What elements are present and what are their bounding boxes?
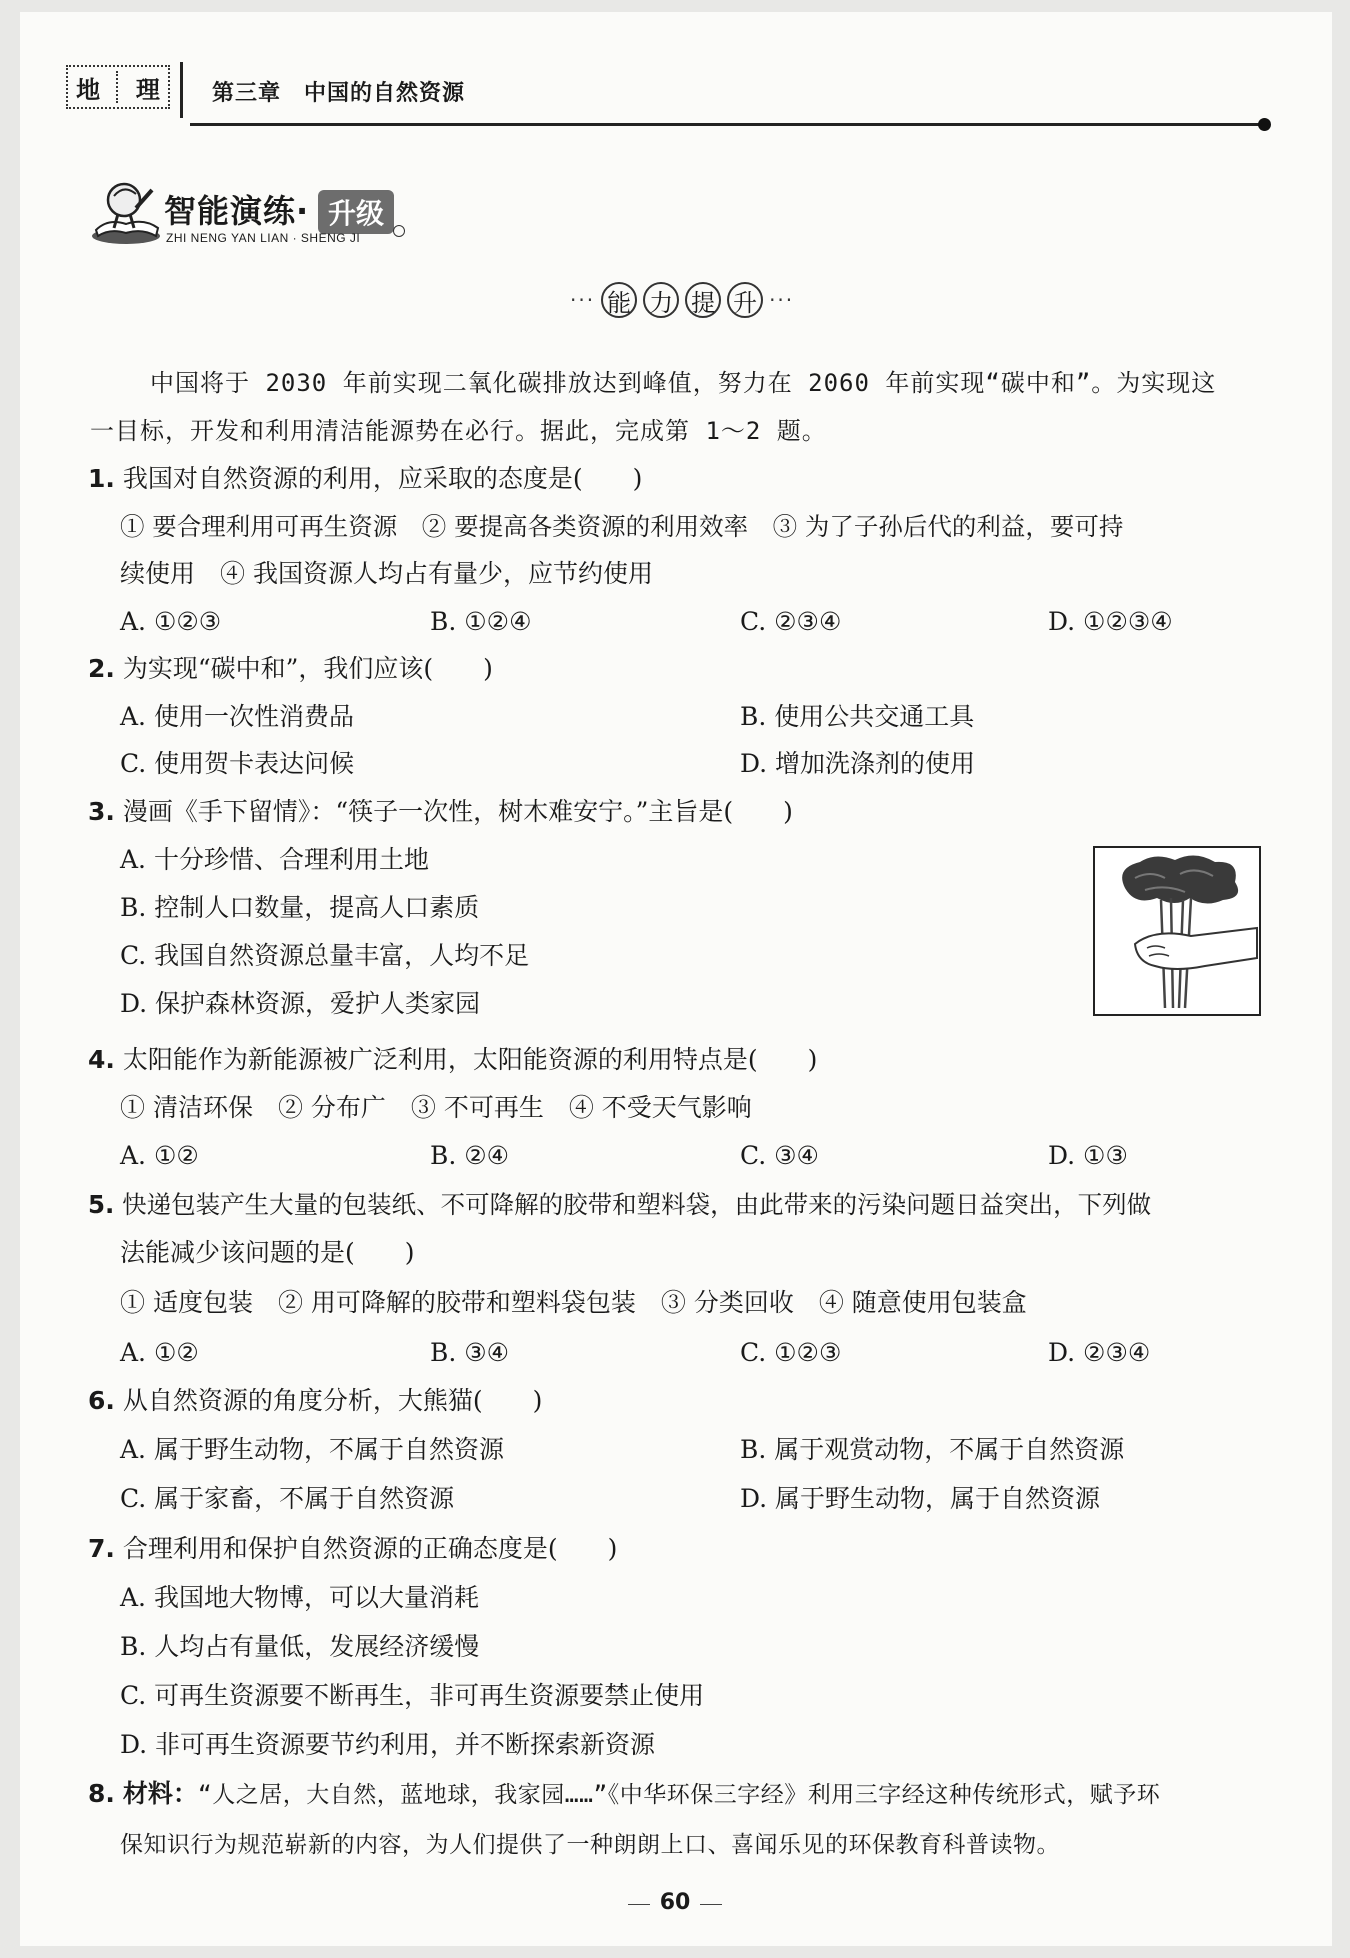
option-a[interactable]: A. 使用一次性消费品: [120, 702, 354, 731]
subheading-dots-left: ···: [570, 288, 596, 312]
option-d[interactable]: D. 保护森林资源，爱护人类家园: [120, 989, 481, 1018]
option-a[interactable]: A. ①②: [120, 1338, 199, 1367]
question-statements: ① 适度包装 ② 用可降解的胶带和塑料袋包装 ③ 分类回收 ④ 随意使用包装盒: [120, 1288, 1027, 1317]
option-d[interactable]: D. ①②③④: [1048, 607, 1173, 636]
question-number: 8.: [88, 1779, 115, 1808]
question-statements: ① 清洁环保 ② 分布广 ③ 不可再生 ④ 不受天气影响: [120, 1093, 752, 1122]
question-4: [88, 1043, 817, 1077]
question-number: 5.: [88, 1190, 115, 1219]
chapter-title: 第三章 中国的自然资源: [212, 81, 466, 106]
subheading-dots-right: ···: [769, 288, 795, 312]
material-label: 材料：: [122, 1779, 198, 1808]
chopsticks-tree-icon: [1095, 848, 1259, 1014]
option-b[interactable]: B. ③④: [430, 1338, 510, 1367]
question-number: 4.: [88, 1045, 115, 1074]
option-a[interactable]: A. 十分珍惜、合理利用土地: [120, 845, 429, 874]
option-a[interactable]: A. ①②: [120, 1141, 199, 1170]
subheading-char: 能: [601, 282, 637, 318]
subject-label: [66, 65, 170, 109]
question-number: 7.: [88, 1534, 115, 1563]
cartoon-illustration: [1093, 846, 1261, 1016]
question-number: 1.: [88, 464, 115, 493]
header-rule: [190, 123, 1260, 126]
header-rule-dot: [1258, 118, 1271, 131]
section-pinyin: ZHI NENG YAN LIAN · SHENG JI: [166, 231, 361, 245]
option-d[interactable]: D. 增加洗涤剂的使用: [740, 749, 976, 778]
question-number: 2.: [88, 654, 115, 683]
option-c[interactable]: C. 我国自然资源总量丰富，人均不足: [120, 941, 530, 970]
option-b[interactable]: B. ②④: [430, 1141, 510, 1170]
question-stem: 太阳能作为新能源被广泛利用，太阳能资源的利用特点是( ): [122, 1045, 818, 1074]
option-c[interactable]: C. ③④: [740, 1141, 819, 1170]
subheading: [570, 282, 794, 318]
question-stem: 快递包装产生大量的包装纸、不可降解的胶带和塑料袋，由此带来的污染问题日益突出，下列做: [122, 1190, 1152, 1219]
option-d[interactable]: D. 非可再生资源要节约利用，并不断探索新资源: [120, 1730, 656, 1759]
ring-icon: [393, 225, 405, 237]
option-c[interactable]: C. 可再生资源要不断再生，非可再生资源要禁止使用: [120, 1681, 705, 1710]
option-b[interactable]: B. 使用公共交通工具: [740, 702, 975, 731]
material-text: “人之居，大自然，蓝地球，我家园……”《中华环保三字经》利用三字经这种传统形式，赋予环: [197, 1782, 1161, 1808]
question-stem: 漫画《手下留情》：“筷子一次性，树木难安宁。”主旨是( ): [122, 797, 793, 826]
question-stem: 为实现“碳中和”，我们应该( ): [122, 654, 493, 683]
subheading-char: 提: [685, 282, 721, 318]
question-stem: 合理利用和保护自然资源的正确态度是( ): [122, 1534, 618, 1563]
option-d[interactable]: D. ②③④: [1048, 1338, 1151, 1367]
question-stem-continued: 法能减少该问题的是( ): [120, 1238, 415, 1267]
section-badge: 升级: [318, 190, 394, 234]
option-b[interactable]: B. 人均占有量低，发展经济缓慢: [120, 1632, 480, 1661]
option-b[interactable]: B. 控制人口数量，提高人口素质: [120, 893, 480, 922]
question-statements: 续使用 ④ 我国资源人均占有量少，应节约使用: [120, 559, 653, 588]
section-title: 智能演练·: [164, 192, 310, 230]
page-number-dash-right: [700, 1904, 722, 1905]
option-c[interactable]: C. 属于家畜，不属于自然资源: [120, 1484, 455, 1513]
intro-line: 一目标，开发和利用清洁能源势在必行。据此，完成第 1～2 题。: [90, 417, 827, 445]
header-divider: [180, 62, 183, 118]
intro-line: 中国将于 2030 年前实现二氧化碳排放达到峰值，努力在 2060 年前实现“碳中和”。为实现这: [150, 369, 1217, 397]
subject-char: 地: [76, 75, 101, 104]
question-3: [88, 795, 793, 829]
option-d[interactable]: D. 属于野生动物，属于自然资源: [740, 1484, 1101, 1513]
question-2: [88, 652, 493, 686]
option-b[interactable]: B. 属于观赏动物，不属于自然资源: [740, 1435, 1125, 1464]
option-c[interactable]: C. ①②③: [740, 1338, 842, 1367]
question-1: [88, 462, 642, 496]
subject-divider: [116, 71, 119, 103]
question-stem: 从自然资源的角度分析，大熊猫( ): [122, 1386, 543, 1415]
material-text-continued: 保知识行为规范崭新的内容，为人们提供了一种朗朗上口、喜闻乐见的环保教育科普读物。: [120, 1832, 1060, 1858]
question-8: [88, 1777, 1160, 1812]
option-d[interactable]: D. ①③: [1048, 1141, 1128, 1170]
option-b[interactable]: B. ①②④: [430, 607, 532, 636]
option-c[interactable]: C. ②③④: [740, 607, 842, 636]
question-6: [88, 1384, 542, 1418]
question-number: 3.: [88, 797, 115, 826]
option-a[interactable]: A. 我国地大物博，可以大量消耗: [120, 1583, 479, 1612]
subheading-char: 升: [727, 282, 763, 318]
question-statements: ① 要合理利用可再生资源 ② 要提高各类资源的利用效率 ③ 为了子孙后代的利益，要可持: [120, 512, 1124, 541]
option-a[interactable]: A. 属于野生动物，不属于自然资源: [120, 1435, 504, 1464]
option-c[interactable]: C. 使用贺卡表达问候: [120, 749, 355, 778]
question-5: [88, 1188, 1151, 1222]
question-number: 6.: [88, 1386, 115, 1415]
option-a[interactable]: A. ①②③: [120, 607, 222, 636]
subject-char: 理: [135, 75, 160, 104]
question-7: [88, 1532, 617, 1566]
question-stem: 我国对自然资源的利用，应采取的态度是( ): [122, 464, 643, 493]
subheading-char: 力: [643, 282, 679, 318]
page-number: 60: [659, 1890, 691, 1915]
